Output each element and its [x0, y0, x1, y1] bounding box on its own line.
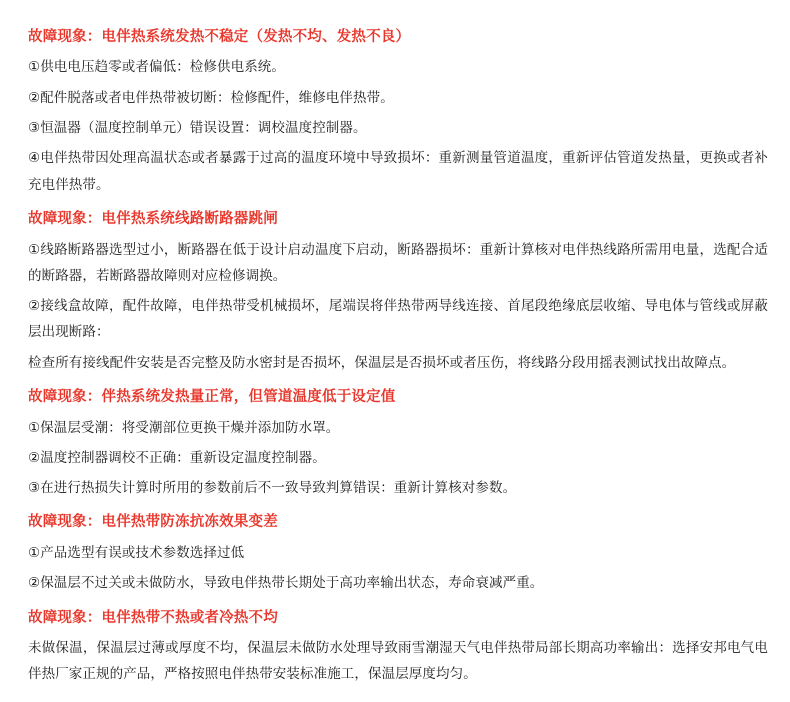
section-heading: 故障现象：电伴热系统线路断路器跳闸: [28, 211, 278, 228]
section-paragraph: ④电伴热带因处理高温状态或者暴露于过高的温度环境中导致损坏：重新测量管道温度，重新评估管道发热量，更换或者补充电伴热带。: [28, 150, 768, 193]
section-heading: 故障现象：电伴热系统发热不稳定（发热不均、发热不良）: [28, 29, 411, 45]
fault-section: [28, 607, 768, 688]
section-paragraph: 检查所有接线配件安装是否完整及防水密封是否损坏，保温层是否损坏或者压伤，将线路分段用摇表测试找出故障点。: [28, 354, 736, 371]
fault-section: [28, 208, 768, 376]
section-paragraph: 未做保温，保温层过薄或厚度不均，保温层未做防水处理导致雨雪潮湿天气电伴热带局部长期高功率输出：选择安邦电气电伴热厂家正规的产品，严格按照电伴热带安装标准施工，保温层厚度均匀。: [28, 640, 768, 683]
section-paragraph: ①产品选型有误或技术参数选择过低: [28, 544, 245, 561]
section-paragraph: ②温度控制器调校不正确：重新设定温度控制器。: [28, 449, 326, 466]
fault-section: [28, 26, 768, 198]
section-heading: 故障现象：电伴热带不热或者冷热不均: [28, 609, 278, 626]
section-paragraph: ③在进行热损失计算时所用的参数前后不一致导致判算错误：重新计算核对参数。: [28, 480, 517, 497]
section-paragraph: ②接线盒故障，配件故障，电伴热带受机械损坏，尾端误将伴热带两导线连接、首尾段绝缘底层收缩、导电体与管线或屏蔽层出现断路：: [28, 298, 768, 341]
section-paragraph: ①线路断路器选型过小，断路器在低于设计启动温度下启动，断路器损坏：重新计算核对电伴热线路所需用电量，选配合适的断路器，若断路器故障则对应检修调换。: [28, 241, 768, 284]
section-paragraph: ①供电电压趋零或者偏低：检修供电系统。: [28, 59, 286, 76]
section-paragraph: ②保温层不过关或未做防水，导致电伴热带长期处于高功率输出状态，寿命衰减严重。: [28, 575, 544, 592]
section-heading: 故障现象：电伴热带防冻抗冻效果变差: [28, 514, 278, 531]
section-paragraph: ②配件脱落或者电伴热带被切断：检修配件，维修电伴热带。: [28, 89, 394, 106]
section-heading: 故障现象：伴热系统发热量正常，但管道温度低于设定值: [28, 389, 396, 406]
fault-section: [28, 386, 768, 501]
section-paragraph: ①保温层受潮：将受潮部位更换干燥并添加防水罩。: [28, 419, 340, 436]
section-paragraph: ③恒温器（温度控制单元）错误设置：调校温度控制器。: [28, 120, 367, 137]
fault-section: [28, 511, 768, 596]
